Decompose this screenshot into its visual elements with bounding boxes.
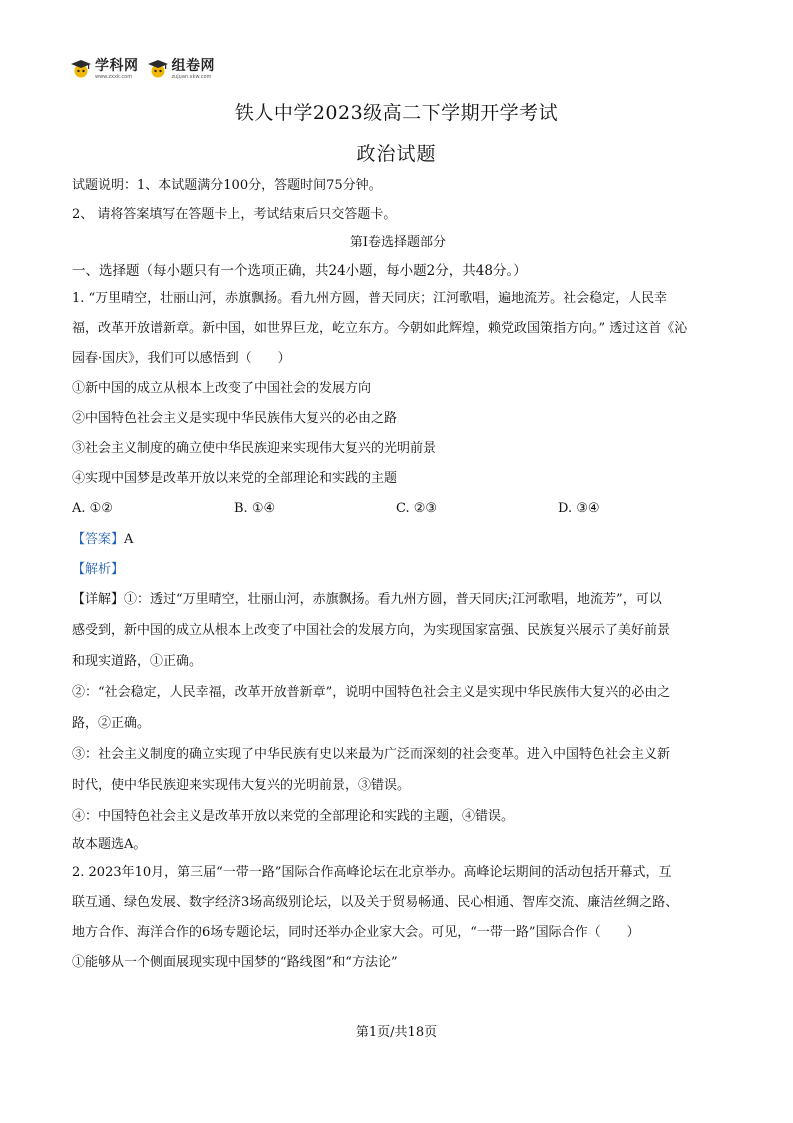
logo-name: 组卷网: [171, 58, 215, 74]
answer-line: [72, 530, 724, 550]
analysis-tag: 【解析】: [72, 562, 125, 577]
question-stem-line: 1. “万里晴空，壮丽山河，赤旗飘扬。看九州方圆，普天同庆；江河歌唱，遍地流芳。社会稳定，人民幸: [72, 291, 668, 306]
question-stem-line: 地方合作、海洋合作的6场专题论坛，同时还举办企业家大会。可见，“一带一路”国际合作（ ）: [72, 925, 640, 940]
detail-line: ③：社会主义制度的确立实现了中华民族有史以来最为广泛而深刻的社会变革。进入中国特色社会主义新: [72, 747, 671, 762]
graduation-cap-icon: [147, 58, 169, 78]
detail-line: 时代，使中华民族迎来实现伟大复兴的光明前景，③错误。: [72, 778, 411, 793]
detail-line: 路，②正确。: [72, 716, 151, 731]
answer-options: [72, 499, 724, 519]
statement-line: ②中国特色社会主义是实现中华民族伟大复兴的必由之路: [72, 411, 398, 426]
exam-title: 铁人中学2023级高二下学期开学考试: [234, 102, 559, 124]
logo-url: zujuan.xkw.com: [171, 74, 212, 80]
exam-subject: 政治试题: [356, 143, 437, 165]
part-heading: 一、选择题（每小题只有一个选项正确，共24小题，每小题2分，共48分。）: [72, 263, 527, 279]
logo-name: 学科网: [95, 58, 139, 74]
detail-line: 和现实道路，①正确。: [72, 654, 203, 669]
statement-line: ③社会主义制度的确立使中华民族迎来实现伟大复兴的光明前景: [72, 441, 437, 456]
detail-line: [72, 590, 724, 610]
zujuan-logo: [147, 58, 216, 80]
option-a: A. ①②: [72, 501, 113, 516]
page-number: 第1页/共18页: [355, 1025, 438, 1040]
option-c: C. ②③: [396, 501, 438, 516]
statement-line: ①能够从一个侧面展现实现中国梦的“路线图”和“方法论”: [72, 955, 398, 970]
question-stem-line: 福，改革开放谱新章。新中国，如世界巨龙，屹立东方。今朝如此辉煌，赖党政国策指方向。” 透过这首《沁: [72, 321, 688, 336]
zxxk-logo: [70, 58, 139, 80]
statement-line: ①新中国的成立从根本上改变了中国社会的发展方向: [72, 381, 372, 396]
option-b: B. ①④: [234, 501, 276, 516]
document-body: [72, 176, 724, 983]
answer-tag: 【答案】: [72, 532, 125, 547]
question-stem-line: 联互通、绿色发展、数字经济3场高级别论坛，以及关于贸易畅通、民心相通、智库交流、廉洁丝绸之路、: [72, 895, 679, 910]
answer-value: A: [124, 532, 134, 547]
detail-line: 故本题选A。: [72, 837, 147, 852]
detail-line: ④：中国特色社会主义是改革开放以来党的全部理论和实践的主题，④错误。: [72, 809, 515, 824]
graduation-cap-icon: [70, 58, 92, 78]
detail-line: 感受到，新中国的成立从根本上改变了中国社会的发展方向，为实现国家富强、民族复兴展示了美好前景: [72, 623, 671, 638]
option-d: D. ③④: [558, 501, 600, 516]
statement-line: ④实现中国梦是改革开放以来党的全部理论和实践的主题: [72, 471, 398, 486]
section-title: 第Ⅰ卷选择题部分: [349, 235, 447, 250]
detail-line: ②：“社会稳定，人民幸福，改革开放普新章”，说明中国特色社会主义是实现中华民族伟大复兴的必由之: [72, 685, 671, 700]
header-logos: [70, 58, 215, 88]
logo-url: www.zxxk.com: [95, 74, 133, 80]
instruction-line: 2、 请将答案填写在答题卡上，考试结束后只交答题卡。: [72, 207, 397, 222]
detail-text: ①：透过“万里晴空，壮丽山河，赤旗飘扬。看九州方圆，普天同庆;江河歌唱，地流芳”，可以: [124, 592, 662, 607]
question-stem-line: 园春·国庆》，我们可以感悟到（ ）: [72, 351, 291, 366]
detail-tag: 【详解】: [72, 592, 125, 607]
question-stem-line: 2. 2023年10月，第三届“一带一路”国际合作高峰论坛在北京举办。高峰论坛期间的活动包括开幕式，互: [72, 865, 672, 880]
instruction-line: 试题说明：1、本试题满分100分，答题时间75分钟。: [72, 178, 382, 193]
